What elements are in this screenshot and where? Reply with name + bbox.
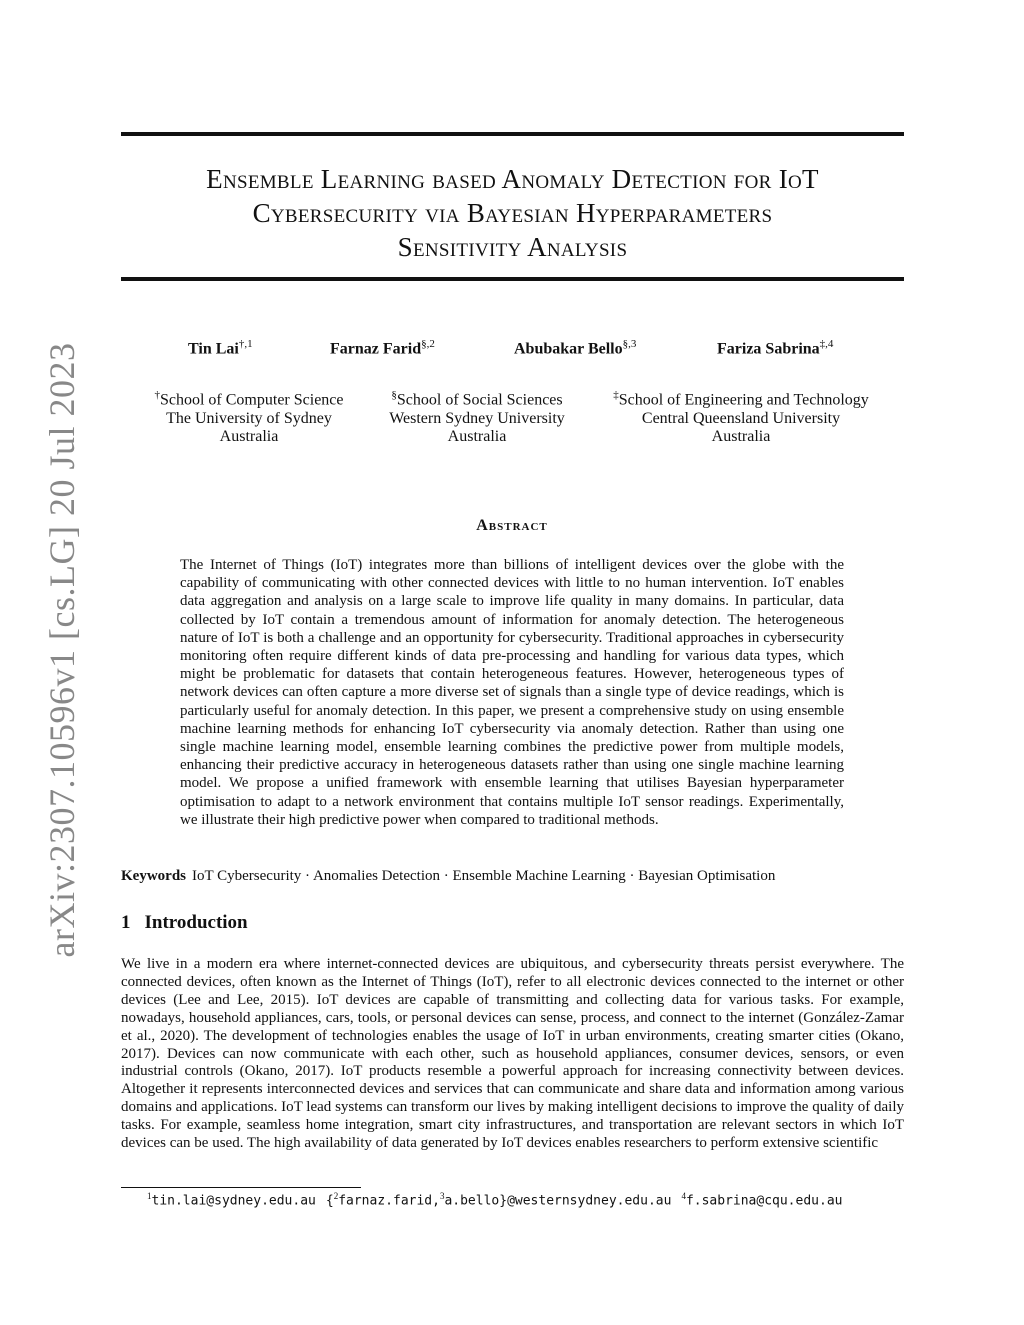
affiliation-line: [384, 386, 570, 410]
keywords-text: IoT Cybersecurity · Anomalies Detection · Ensemble Machine Learning · Bayesian Optimisation: [192, 868, 776, 884]
author-fariza-sabrina: [717, 338, 833, 358]
author-marks: ‡,4: [819, 338, 834, 350]
title-bottom-rule: [121, 277, 904, 281]
footnote-mark: 1: [147, 1191, 152, 1201]
footnote-rule: [121, 1187, 361, 1188]
affiliation-western-sydney: [384, 386, 570, 447]
section-heading: [121, 912, 248, 934]
footnote-mark: 4: [681, 1191, 686, 1201]
author-tin-lai: [188, 338, 253, 358]
title-line-2: Cybersecurity via Bayesian Hyperparameters: [252, 198, 773, 228]
affiliation-university: Western Sydney University: [389, 409, 565, 427]
author-name: Farnaz Farid: [330, 340, 422, 358]
introduction-paragraph: We live in a modern era where internet-connected devices are ubiquitous, and cybersecurity threats persist everywhere. The connected devices, often known as the Internet of Things (IoT), refer to all electronic devices connected to the internet or other devices (Lee and Lee, 2015). IoT devices are capable of transmitting and collecting data for various tasks. For example, nowadays, household appliances, cars, tools, or personal devices can sense, process, and connect to the internet (González-Zamar et al., 2020). The development of technologies enables the usage of IoT in urban environments, creating smarter cities (Okano, 2017). Devices can now communicate with each other, such as household appliances, consumer devices, sensors, or even industrial controls (Okano, 2017). IoT products resemble a powerful approach for increasing connectivity between devices. Altogether it represents interconnected devices and services that can communicate and share data and information among various domains and applications. IoT lead systems can transform our lives by making intelligent decisions to improve the quality of daily tasks. For example, seamless home integration, smart city infrastructures, and transportation are relevant sectors in which IoT devices can be used. The high availability of data generated by IoT devices enables researchers to perform extensive scientific: [121, 956, 904, 1152]
title-line-1: Ensemble Learning based Anomaly Detection for IoT: [206, 164, 819, 194]
affiliation-university: Central Queensland University: [641, 409, 841, 427]
affiliation-country: Australia: [711, 428, 771, 446]
footnote-mark: 2: [333, 1191, 339, 1201]
affiliation-line: [604, 386, 878, 410]
email-f-sabrina: f.sabrina@cqu.edu.au: [685, 1193, 843, 1209]
author-name: Fariza Sabrina: [717, 340, 820, 358]
author-farnaz-farid: [330, 338, 435, 358]
abstract-heading: Abstract: [476, 517, 548, 534]
footnote-mark: 3: [439, 1191, 445, 1201]
author-name: Abubakar Bello: [514, 340, 623, 358]
paper-title: [121, 162, 904, 264]
brace-open: {: [325, 1193, 334, 1209]
affiliation-university: The University of Sydney: [166, 409, 332, 427]
author-marks: †,1: [238, 338, 253, 350]
affiliation-school: School of Engineering and Technology: [618, 391, 869, 409]
affiliation-mark: ‡: [613, 389, 619, 401]
affiliation-country: Australia: [219, 428, 279, 446]
affiliation-mark: †: [154, 389, 160, 401]
author-marks: §,2: [421, 338, 435, 350]
author-abubakar-bello: [514, 338, 636, 358]
affiliation-cqu: [604, 386, 878, 447]
footnote-emails: [147, 1191, 842, 1208]
abstract-text: The Internet of Things (IoT) integrates more than billions of intelligent devices over the globe with the capability of communicating with other connected devices with little to no human intervention. IoT enables data aggregation and analysis on a large scale to improve life quality in many domains. In particular, data collected by IoT contain a tremendous amount of information for anomaly detection. The heterogeneous nature of IoT is both a challenge and an opportunity for cybersecurity. Traditional approaches in cybersecurity monitoring often require different kinds of data pre-processing and handling for various data types, which might be problematic for datasets that contain heterogeneous features. However, heterogeneous types of network devices can often capture a more diverse set of signals than a single type of device readings, which is particularly useful for anomaly detection. In this paper, we present a comprehensive study on using ensemble machine learning methods for enhancing IoT cybersecurity via anomaly detection. Rather than using one single machine learning model, ensemble learning combines the predictive power from multiple models, enhancing their predictive accuracy in heterogeneous datasets rather than using one single machine learning model. We propose a unified framework with ensemble learning that utilises Bayesian hyperparameter optimisation to adapt to a network environment that contains multiple IoT sensor readings. Experimentally, we illustrate their high predictive power when compared to traditional methods.: [180, 557, 844, 828]
arxiv-identifier-stamp: arXiv:2307.10596v1 [cs.LG] 20 Jul 2023: [42, 342, 82, 958]
section-number: 1: [121, 912, 131, 933]
affiliation-line: [147, 386, 351, 410]
email-tin-lai: tin.lai@sydney.edu.au: [151, 1193, 316, 1209]
keywords-label: Keywords: [121, 868, 186, 884]
keywords-line: [121, 868, 775, 885]
email-a-bello: a.bello}@westernsydney.edu.au: [444, 1193, 672, 1209]
affiliation-country: Australia: [447, 428, 507, 446]
author-marks: §,3: [622, 338, 637, 350]
affiliation-sydney: [147, 386, 351, 447]
title-top-rule: [121, 132, 904, 136]
email-farnaz-farid: farnaz.farid,: [338, 1193, 440, 1209]
section-title: Introduction: [144, 912, 248, 933]
affiliation-mark: §: [391, 389, 397, 401]
author-list: [0, 338, 1024, 362]
author-name: Tin Lai: [188, 340, 239, 358]
title-line-3: Sensitivity Analysis: [397, 232, 628, 262]
affiliation-school: School of Social Sciences: [396, 391, 563, 409]
affiliation-school: School of Computer Science: [159, 391, 344, 409]
